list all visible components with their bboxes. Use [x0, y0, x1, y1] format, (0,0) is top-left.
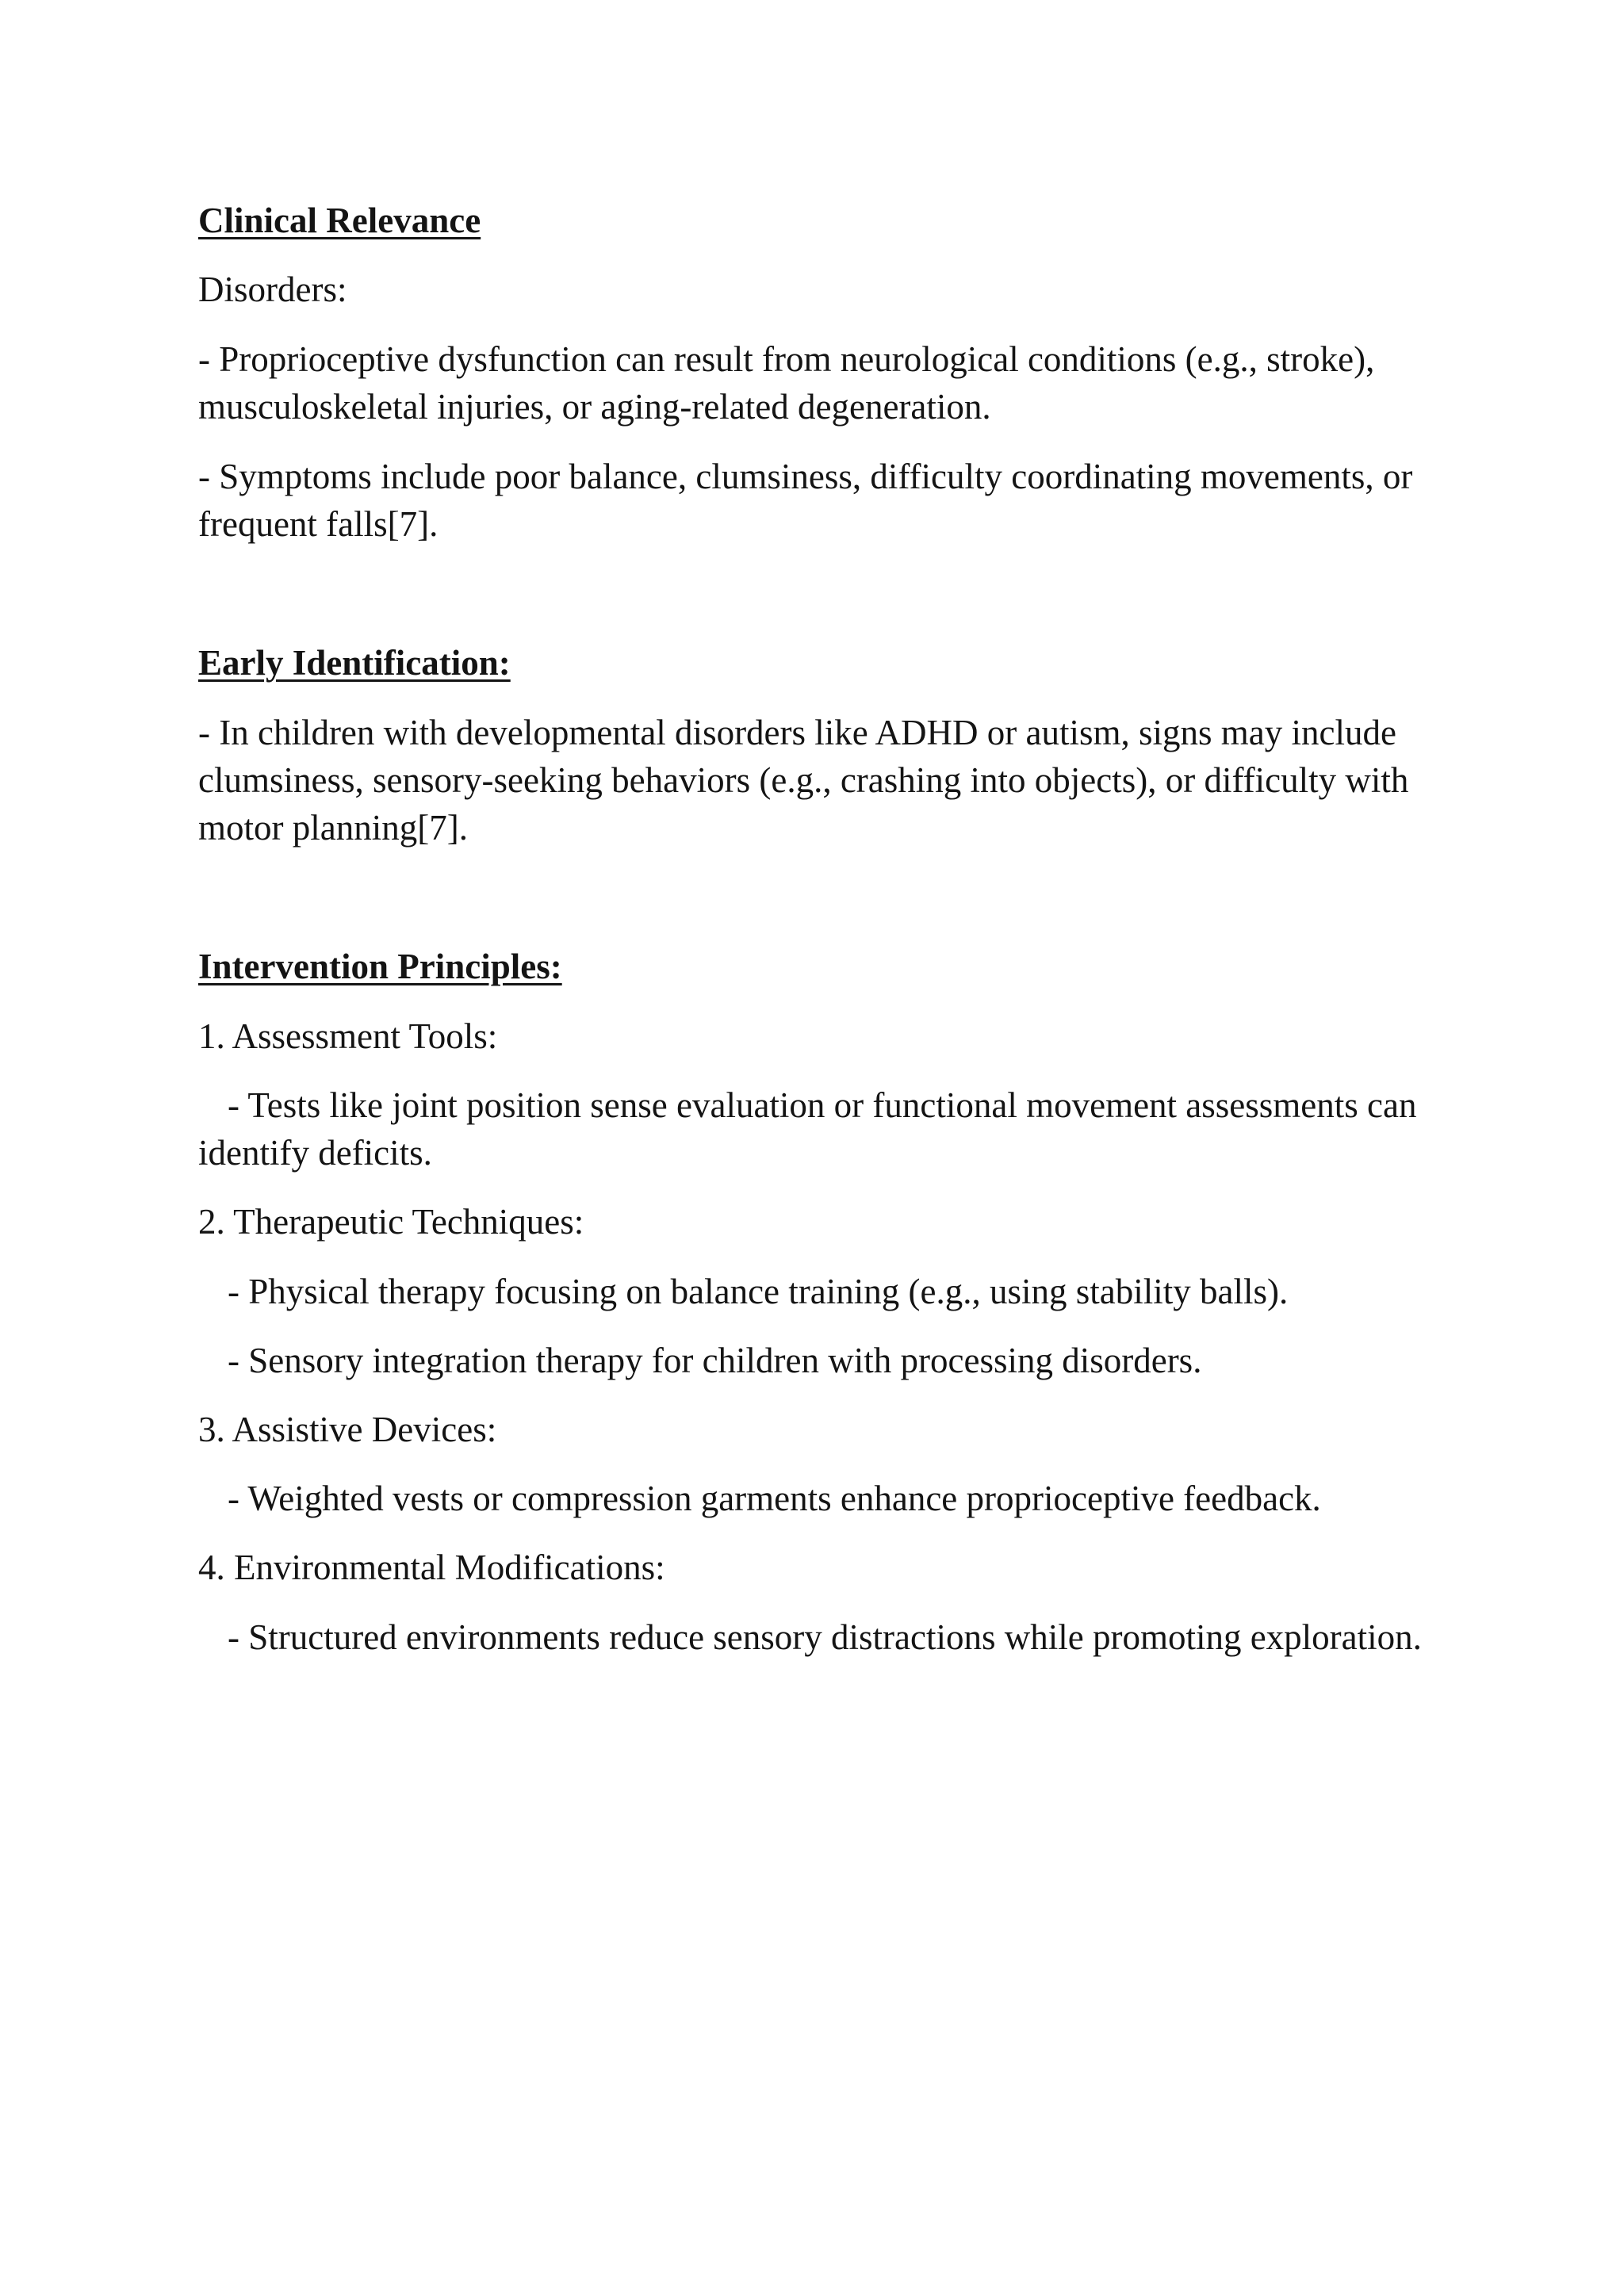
item-therapeutic-techniques-point-1 [198, 1268, 1435, 1315]
point-text: - Structured environments reduce sensory distractions while promoting exploration. [228, 1617, 1422, 1657]
point-text: - Physical therapy focusing on balance training (e.g., using stability balls). [228, 1272, 1289, 1311]
early-identification-paragraph: - In children with developmental disorders like ADHD or autism, signs may include clumsiness, sensory-seeking behaviors (e.g., crashing into objects), or difficulty with motor planning[7]. [198, 713, 1409, 848]
section-heading-clinical-relevance: Clinical Relevance [198, 201, 481, 240]
point-text: - Tests like joint position sense evaluation or functional movement assessments can identify deficits. [198, 1085, 1417, 1173]
point-text: - Sensory integration therapy for children with processing disorders. [228, 1341, 1202, 1380]
section-heading-intervention-principles: Intervention Principles: [198, 947, 562, 986]
point-text: - Weighted vests or compression garments enhance proprioceptive feedback. [228, 1479, 1321, 1518]
disorders-label: Disorders: [198, 270, 347, 309]
dysfunction-paragraph: - Proprioceptive dysfunction can result from neurological conditions (e.g., stroke), musculoskeletal injuries, or aging-related degeneration. [198, 339, 1375, 427]
item-assessment-tools-point [198, 1081, 1435, 1177]
item-therapeutic-techniques-title: 2. Therapeutic Techniques: [198, 1202, 584, 1242]
section-heading-early-identification: Early Identification: [198, 643, 511, 683]
item-assistive-devices-point [198, 1475, 1435, 1522]
item-environmental-modifications-point [198, 1613, 1435, 1661]
item-therapeutic-techniques-point-2 [198, 1337, 1435, 1384]
item-environmental-modifications-title: 4. Environmental Modifications: [198, 1548, 665, 1587]
item-assessment-tools-title: 1. Assessment Tools: [198, 1016, 498, 1056]
item-assistive-devices-title: 3. Assistive Devices: [198, 1410, 497, 1449]
symptoms-paragraph: - Symptoms include poor balance, clumsiness, difficulty coordinating movements, or frequent falls[7]. [198, 457, 1413, 544]
